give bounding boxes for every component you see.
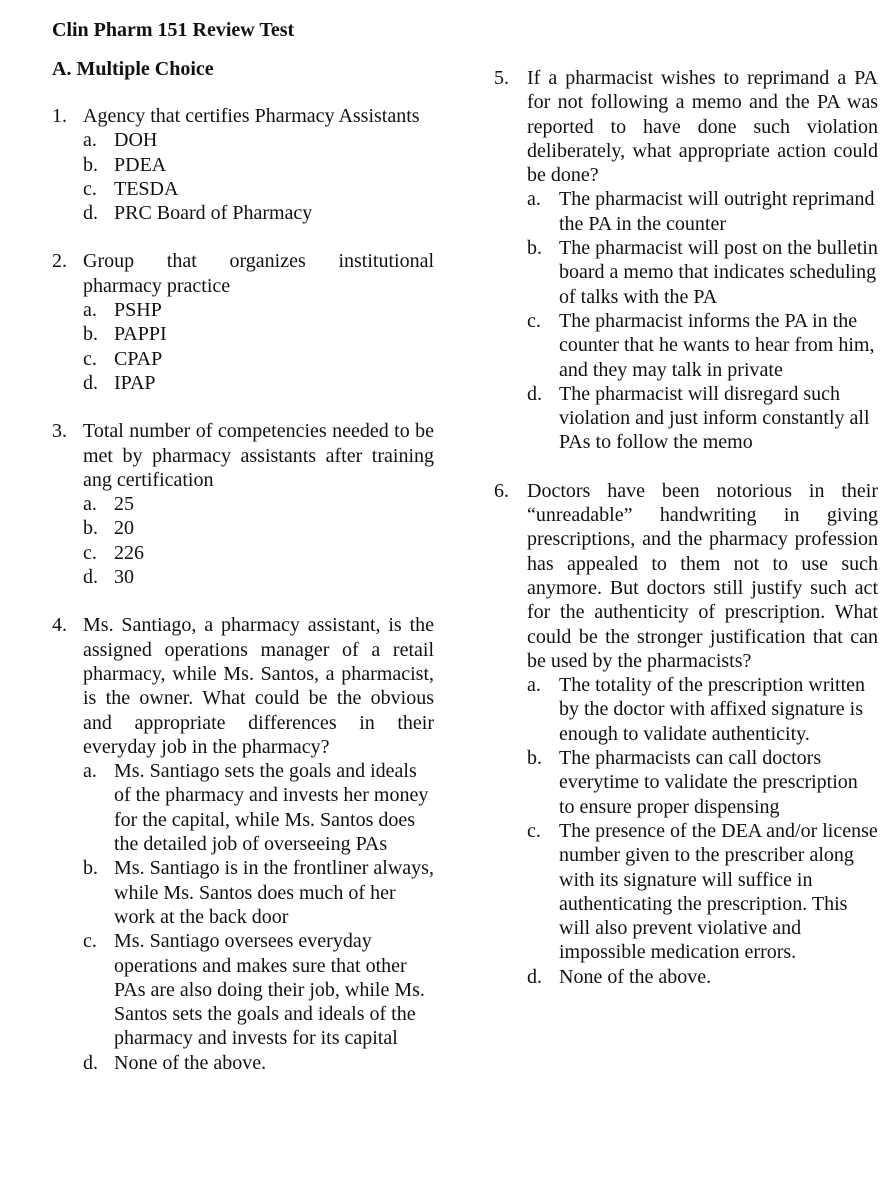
option-letter: d. [527, 382, 542, 405]
question-2 [52, 249, 434, 395]
question-6 [494, 479, 878, 989]
answer-options [494, 187, 878, 454]
option-c [83, 347, 434, 371]
question-1 [52, 104, 434, 225]
option-text: TESDA [114, 177, 179, 200]
option-letter: a. [527, 188, 541, 211]
option-a [83, 128, 434, 152]
question-text: Doctors have been notorious in their “unreadable” handwriting in giving prescriptions, and the pharmacy profession has appealed to them not to use such anymore. But doctors still justify such act for the authenticity of prescription. What could be the stronger justification that can be used by the pharmacists? [527, 479, 878, 672]
question-text: Ms. Santiago, a pharmacy assistant, is the assigned operations manager of a retail pharmacy, while Ms. Santos, a pharmacist, is the owner. What could be the obvious and appropriate differences in their everyday job in the pharmacy? [83, 614, 434, 758]
option-text: The pharmacist informs the PA in the counter that he wants to hear from him, and they may talk in private [559, 309, 875, 381]
left-column [52, 104, 434, 1099]
question-text: If a pharmacist wishes to reprimand a PA for not following a memo and the PA was reported to have done such violation deliberately, what appropriate action could be done? [527, 67, 878, 187]
option-letter: a. [83, 493, 97, 516]
option-letter: b. [527, 237, 542, 260]
option-d [83, 371, 434, 395]
option-letter: a. [83, 299, 97, 322]
option-c [527, 819, 878, 965]
question-number: 2. [52, 250, 67, 273]
option-text: PDEA [114, 153, 167, 176]
option-c [83, 541, 434, 565]
option-letter: c. [83, 347, 97, 370]
option-text: 25 [114, 493, 134, 516]
answer-options [52, 759, 434, 1075]
option-text: The pharmacist will outright reprimand the PA in the counter [559, 188, 875, 235]
option-b [83, 322, 434, 346]
document-title: Clin Pharm 151 Review Test [52, 19, 295, 41]
option-letter: b. [527, 747, 542, 770]
option-text: PSHP [114, 299, 162, 322]
option-b [83, 516, 434, 540]
option-text: None of the above. [114, 1051, 267, 1074]
answer-options [52, 492, 434, 589]
answer-options [494, 673, 878, 989]
option-letter: c. [83, 541, 97, 564]
option-letter: b. [83, 517, 98, 540]
option-b [527, 236, 878, 309]
option-text: Ms. Santiago sets the goals and ideals of the pharmacy and invests her money for the capital, while Ms. Santos does the detailed job of overseeing PAs [114, 760, 429, 856]
option-a [83, 492, 434, 516]
option-b [83, 856, 434, 929]
question-text: Agency that certifies Pharmacy Assistants [83, 105, 420, 127]
option-text: 20 [114, 517, 134, 540]
option-letter: d. [83, 202, 98, 225]
option-letter: c. [527, 309, 541, 332]
option-a [527, 673, 878, 746]
option-letter: d. [83, 1051, 98, 1074]
question-number: 1. [52, 105, 67, 127]
question-text: Group that organizes institutional pharmacy practice [83, 250, 434, 297]
option-c [527, 309, 878, 382]
option-letter: b. [83, 153, 98, 176]
option-text: IPAP [114, 371, 156, 394]
option-d [83, 1051, 434, 1075]
option-letter: a. [527, 674, 541, 697]
option-d [83, 201, 434, 225]
option-letter: a. [83, 129, 97, 152]
question-text: Total number of competencies needed to be met by pharmacy assistants after training ang certification [83, 420, 434, 491]
option-text: PAPPI [114, 323, 167, 346]
option-d [527, 965, 878, 989]
option-letter: d. [83, 566, 98, 589]
option-d [527, 382, 878, 455]
option-text: The presence of the DEA and/or license number given to the prescriber along with its signature will suffice in authenticating the prescription. This will also prevent violative and impossible medication errors. [559, 819, 878, 964]
option-text: The pharmacist will disregard such violation and just inform constantly all PAs to follow the memo [559, 382, 870, 454]
question-number: 3. [52, 420, 67, 443]
option-letter: b. [83, 323, 98, 346]
option-a [83, 759, 434, 856]
question-4 [52, 613, 434, 1075]
answer-options [52, 128, 434, 225]
answer-options [52, 298, 434, 395]
option-text: 30 [114, 566, 134, 589]
option-letter: d. [83, 371, 98, 394]
option-letter: c. [83, 177, 97, 200]
option-b [83, 153, 434, 177]
option-letter: b. [83, 857, 98, 880]
option-b [527, 746, 878, 819]
question-5 [494, 66, 878, 455]
option-text: None of the above. [559, 965, 712, 988]
question-number: 5. [494, 67, 509, 89]
option-text: 226 [114, 541, 144, 564]
option-c [83, 177, 434, 201]
option-letter: a. [83, 760, 97, 783]
option-text: PRC Board of Pharmacy [114, 202, 313, 225]
question-3 [52, 419, 434, 589]
question-number: 6. [494, 479, 509, 502]
option-text: The pharmacists can call doctors everytime to validate the prescription to ensure proper dispensing [559, 747, 858, 818]
section-title: A. Multiple Choice [52, 58, 214, 80]
option-text: CPAP [114, 347, 163, 370]
option-text: Ms. Santiago oversees everyday operations and makes sure that other PAs are also doing their job, while Ms. Santos sets the goals and ideals of the pharmacy and invests for its capital [114, 930, 425, 1050]
right-column [494, 66, 878, 1013]
option-letter: d. [527, 965, 542, 988]
option-c [83, 929, 434, 1050]
option-text: DOH [114, 129, 158, 152]
option-letter: c. [527, 819, 541, 842]
option-text: The totality of the prescription written by the doctor with affixed signature is enough to validate authenticity. [559, 674, 866, 745]
question-number: 4. [52, 614, 67, 637]
option-d [83, 565, 434, 589]
option-a [527, 187, 878, 236]
option-text: The pharmacist will post on the bulletin board a memo that indicates scheduling of talks with the PA [559, 237, 878, 308]
option-letter: c. [83, 930, 97, 953]
option-text: Ms. Santiago is in the frontliner always, while Ms. Santos does much of her work at the back door [114, 857, 434, 928]
option-a [83, 298, 434, 322]
